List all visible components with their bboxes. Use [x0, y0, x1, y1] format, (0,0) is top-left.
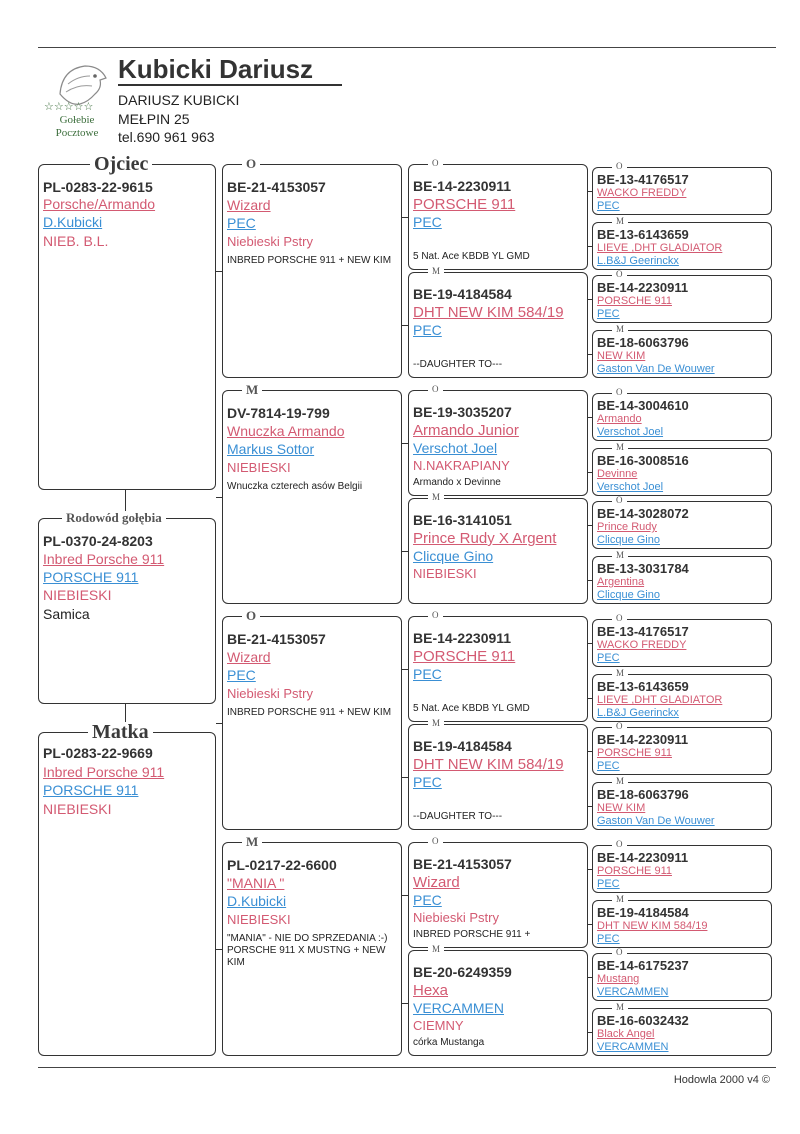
gen4-ring: BE-14-2230911: [597, 850, 689, 865]
logo-text-line-1: Gołebie: [59, 114, 95, 126]
gen3-breeder: PEC: [413, 322, 442, 338]
gen3-color: N.NAKRAPIANY: [413, 458, 510, 473]
gen2-name: Wnuczka Armando: [227, 423, 345, 439]
gen4-breeder: Gaston Van De Wouwer: [597, 815, 715, 827]
gen4-card: [592, 393, 772, 441]
owner-address: MEŁPIN 25: [118, 111, 190, 127]
gen2-ring: PL-0217-22-6600: [227, 857, 337, 873]
gen1-gen2-connector: [216, 949, 222, 950]
logo-text-line-2: Pocztowe: [55, 127, 99, 139]
mother-name: Inbred Porsche 911: [43, 764, 165, 780]
gen4-ring: BE-14-6175237: [597, 958, 689, 973]
footer-version: Hodowla 2000 v4 ©: [673, 1074, 770, 1086]
gen3-card: [408, 272, 588, 378]
gen2-gen3-connector: [402, 1003, 408, 1004]
subject-breeder: PORSCHE 911: [43, 569, 139, 585]
gen3-note: Armando x Devinne: [413, 477, 501, 488]
gen3-name: DHT NEW KIM 584/19: [413, 304, 564, 321]
gen4-card: [592, 222, 772, 270]
gen4-sex-label: M: [612, 551, 628, 560]
mother-color: NIEBIESKI: [43, 801, 112, 817]
gen3-breeder: PEC: [413, 666, 442, 682]
gen4-breeder: VERCAMMEN: [597, 986, 669, 998]
gen2-sex-label: O: [242, 157, 260, 170]
top-rule: [38, 47, 776, 48]
gen3-ring: BE-19-4184584: [413, 286, 512, 302]
gen2-note: Wnuczka czterech asów Belgii: [227, 481, 363, 492]
gen4-name: Argentina: [597, 576, 645, 588]
gen3-breeder: PEC: [413, 892, 442, 908]
gen4-ring: BE-19-4184584: [597, 905, 689, 920]
gen3-name: Armando Junior: [413, 422, 519, 439]
gen3-card: [408, 842, 588, 948]
gen4-sex-label: O: [612, 162, 627, 171]
gen3-gen4-connector: [588, 977, 592, 978]
gen3-gen4-connector: [588, 580, 592, 581]
owner-phone: tel.690 961 963: [118, 129, 215, 145]
gen3-breeder: Clicque Gino: [413, 548, 494, 564]
subject-card: [38, 518, 216, 704]
gen2-color: NIEBIESKI: [227, 460, 291, 475]
gen2-color: Niebieski Pstry: [227, 234, 313, 249]
gen3-ring: BE-21-4153057: [413, 856, 512, 872]
gen2-gen3-connector: [402, 443, 408, 444]
gen4-breeder: PEC: [597, 933, 620, 945]
gen3-name: Wizard: [413, 874, 460, 891]
gen3-ring: BE-19-4184584: [413, 738, 512, 754]
gen2-ring: DV-7814-19-799: [227, 405, 330, 421]
gen3-note: 5 Nat. Ace KBDB YL GMD: [413, 251, 530, 262]
gen4-name: Mustang: [597, 973, 640, 985]
gen4-card: [592, 953, 772, 1001]
gen4-name: LIEVE ,DHT GLADIATOR: [597, 242, 723, 254]
gen3-sex-label: M: [428, 719, 444, 728]
gen3-ring: BE-20-6249359: [413, 964, 512, 980]
gen4-name: Devinne: [597, 468, 638, 480]
gen4-card: [592, 556, 772, 604]
gen4-card: [592, 782, 772, 830]
gen4-name: Black Angel: [597, 1028, 655, 1040]
gen4-card: [592, 845, 772, 893]
gen3-breeder: PEC: [413, 774, 442, 790]
gen3-name: Prince Rudy X Argent: [413, 530, 557, 547]
gen4-card: [592, 900, 772, 948]
gen1-gen2-connector: [216, 723, 222, 724]
gen4-name: Prince Rudy: [597, 521, 657, 533]
father-breeder: D.Kubicki: [43, 214, 103, 230]
gen2-breeder: D.Kubicki: [227, 893, 287, 909]
gen4-name: WACKO FREDDY: [597, 187, 687, 199]
gen3-gen4-connector: [588, 472, 592, 473]
gen4-ring: BE-13-4176517: [597, 172, 689, 187]
subject-label: Rodowód gołębia: [62, 511, 166, 524]
gen2-note: INBRED PORSCHE 911 + NEW KIM: [227, 707, 392, 718]
gen3-gen4-connector: [588, 299, 592, 300]
father-name: Porsche/Armando: [43, 196, 156, 212]
gen4-sex-label: M: [612, 895, 628, 904]
gen4-sex-label: M: [612, 777, 628, 786]
gen2-color: NIEBIESKI: [227, 912, 291, 927]
gen4-breeder: PEC: [597, 308, 620, 320]
subject-ring: PL-0370-24-8203: [43, 533, 153, 549]
gen3-note: --DAUGHTER TO---: [413, 811, 503, 822]
gen2-gen3-connector: [402, 895, 408, 896]
gen4-breeder: Clicque Gino: [597, 589, 660, 601]
gen3-gen4-connector: [588, 246, 592, 247]
owner-name: Kubicki Dariusz: [118, 54, 314, 84]
father-ring: PL-0283-22-9615: [43, 179, 153, 195]
gen4-name: NEW KIM: [597, 802, 646, 814]
gen4-card: [592, 674, 772, 722]
gen4-sex-label: O: [612, 496, 627, 505]
gen2-gen3-connector: [402, 325, 408, 326]
father-label: Ojciec: [90, 154, 152, 174]
logo-text: [42, 114, 112, 140]
gen4-breeder: PEC: [597, 878, 620, 890]
gen4-ring: BE-18-6063796: [597, 787, 689, 802]
gen3-color: NIEBIESKI: [413, 566, 477, 581]
owner-upper: DARIUSZ KUBICKI: [118, 92, 240, 108]
gen4-ring: BE-13-3031784: [597, 561, 689, 576]
gen2-color: Niebieski Pstry: [227, 686, 313, 701]
gen4-card: [592, 619, 772, 667]
gen3-gen4-connector: [588, 698, 592, 699]
gen2-card: [222, 164, 402, 378]
gen3-gen4-connector: [588, 525, 592, 526]
gen4-breeder: PEC: [597, 200, 620, 212]
gen3-color: CIEMNY: [413, 1018, 464, 1033]
gen3-sex-label: O: [428, 159, 443, 168]
gen4-sex-label: M: [612, 325, 628, 334]
gen4-name: PORSCHE 911: [597, 865, 672, 877]
gen4-ring: BE-13-6143659: [597, 679, 689, 694]
mother-breeder: PORSCHE 911: [43, 782, 139, 798]
gen3-name: PORSCHE 911: [413, 648, 516, 665]
gen3-sex-label: M: [428, 945, 444, 954]
gen4-sex-label: O: [612, 722, 627, 731]
gen3-gen4-connector: [588, 806, 592, 807]
gen3-card: [408, 950, 588, 1056]
gen3-breeder: PEC: [413, 214, 442, 230]
gen3-note: INBRED PORSCHE 911 +: [413, 929, 531, 940]
gen4-name: Armando: [597, 413, 642, 425]
gen3-card: [408, 616, 588, 722]
gen4-breeder: PEC: [597, 760, 620, 772]
gen4-name: DHT NEW KIM 584/19: [597, 920, 708, 932]
gen1-gen2-connector: [216, 271, 222, 272]
gen3-gen4-connector: [588, 751, 592, 752]
gen4-ring: BE-14-2230911: [597, 732, 689, 747]
gen4-ring: BE-14-2230911: [597, 280, 689, 295]
gen1-gen2-connector: [216, 497, 222, 498]
gen2-sex-label: O: [242, 609, 260, 622]
gen3-note: 5 Nat. Ace KBDB YL GMD: [413, 703, 530, 714]
gen3-gen4-connector: [588, 924, 592, 925]
gen4-card: [592, 330, 772, 378]
gen3-gen4-connector: [588, 643, 592, 644]
mother-card: [38, 732, 216, 1056]
gen2-name: "MANIA ": [227, 875, 285, 891]
gen3-gen4-connector: [588, 191, 592, 192]
gen3-ring: BE-16-3141051: [413, 512, 512, 528]
gen2-gen3-connector: [402, 777, 408, 778]
gen4-sex-label: M: [612, 443, 628, 452]
gen2-breeder: PEC: [227, 215, 256, 231]
owner-name-underline: [118, 84, 342, 86]
gen4-name: LIEVE ,DHT GLADIATOR: [597, 694, 723, 706]
gen2-note: INBRED PORSCHE 911 + NEW KIM: [227, 255, 392, 266]
gen2-sex-label: M: [242, 835, 262, 848]
gen3-gen4-connector: [588, 1032, 592, 1033]
svg-text:☆☆☆☆☆: ☆☆☆☆☆: [44, 101, 94, 113]
subject-sex: Samica: [43, 606, 90, 622]
gen2-card: [222, 390, 402, 604]
gen4-sex-label: M: [612, 669, 628, 678]
gen3-card: [408, 390, 588, 496]
gen2-gen3-connector: [402, 217, 408, 218]
gen4-sex-label: O: [612, 388, 627, 397]
gen3-sex-label: M: [428, 493, 444, 502]
gen3-name: Hexa: [413, 982, 449, 999]
subject-color: NIEBIESKI: [43, 587, 112, 603]
gen3-sex-label: O: [428, 385, 443, 394]
gen4-ring: BE-14-3028072: [597, 506, 689, 521]
gen4-card: [592, 448, 772, 496]
gen4-card: [592, 275, 772, 323]
gen2-card: [222, 616, 402, 830]
subject-name: Inbred Porsche 911: [43, 551, 165, 567]
gen2-sex-label: M: [242, 383, 262, 396]
gen3-card: [408, 724, 588, 830]
gen4-breeder: L.B&J Geerinckx: [597, 707, 679, 719]
gen3-name: DHT NEW KIM 584/19: [413, 756, 564, 773]
gen3-note: córka Mustanga: [413, 1037, 485, 1048]
gen4-sex-label: O: [612, 614, 627, 623]
gen4-breeder: VERCAMMEN: [597, 1041, 669, 1053]
gen2-gen3-connector: [402, 669, 408, 670]
gen4-card: [592, 727, 772, 775]
gen4-sex-label: O: [612, 948, 627, 957]
gen4-ring: BE-18-6063796: [597, 335, 689, 350]
gen3-ring: BE-19-3035207: [413, 404, 512, 420]
gen4-name: PORSCHE 911: [597, 295, 672, 307]
gen3-breeder: VERCAMMEN: [413, 1000, 505, 1016]
gen2-name: Wizard: [227, 649, 271, 665]
gen3-sex-label: O: [428, 837, 443, 846]
gen4-sex-label: M: [612, 1003, 628, 1012]
gen3-card: [408, 498, 588, 604]
gen2-card: [222, 842, 402, 1056]
gen4-breeder: Verschot Joel: [597, 481, 664, 493]
bottom-rule: [38, 1067, 776, 1068]
gen3-note: --DAUGHTER TO---: [413, 359, 503, 370]
father-color: NIEB. B.L.: [43, 233, 109, 249]
gen2-breeder: PEC: [227, 667, 256, 683]
gen4-ring: BE-14-3004610: [597, 398, 689, 413]
gen2-note: "MANIA" - NIE DO SPRZEDANIA :-) PORSCHE 911 X MUSTNG + NEW KIM: [227, 933, 388, 968]
gen2-ring: BE-21-4153057: [227, 631, 326, 647]
gen2-ring: BE-21-4153057: [227, 179, 326, 195]
gen3-card: [408, 164, 588, 270]
gen2-breeder: Markus Sottor: [227, 441, 315, 457]
gen4-breeder: L.B&J Geerinckx: [597, 255, 679, 267]
gen4-breeder: Clicque Gino: [597, 534, 660, 546]
gen3-name: PORSCHE 911: [413, 196, 516, 213]
gen4-name: WACKO FREDDY: [597, 639, 687, 651]
gen3-sex-label: M: [428, 267, 444, 276]
gen4-card: [592, 167, 772, 215]
gen3-gen4-connector: [588, 354, 592, 355]
gen2-gen3-connector: [402, 551, 408, 552]
gen4-name: PORSCHE 911: [597, 747, 672, 759]
gen4-breeder: PEC: [597, 652, 620, 664]
gen2-name: Wizard: [227, 197, 271, 213]
gen3-gen4-connector: [588, 417, 592, 418]
gen4-name: NEW KIM: [597, 350, 646, 362]
gen4-card: [592, 1008, 772, 1056]
father-card: [38, 164, 216, 490]
mother-label: Matka: [88, 722, 153, 742]
gen4-sex-label: O: [612, 270, 627, 279]
gen3-color: Niebieski Pstry: [413, 910, 499, 925]
mother-ring: PL-0283-22-9669: [43, 745, 153, 761]
gen3-ring: BE-14-2230911: [413, 630, 512, 646]
gen4-sex-label: M: [612, 217, 628, 226]
gen4-ring: BE-13-4176517: [597, 624, 689, 639]
gen4-ring: BE-16-6032432: [597, 1013, 689, 1028]
gen4-sex-label: O: [612, 840, 627, 849]
gen4-card: [592, 501, 772, 549]
gen4-breeder: Gaston Van De Wouwer: [597, 363, 715, 375]
gen3-ring: BE-14-2230911: [413, 178, 512, 194]
gen4-ring: BE-16-3008516: [597, 453, 689, 468]
gen4-breeder: Verschot Joel: [597, 426, 664, 438]
gen3-sex-label: O: [428, 611, 443, 620]
gen3-gen4-connector: [588, 869, 592, 870]
gen4-ring: BE-13-6143659: [597, 227, 689, 242]
gen3-breeder: Verschot Joel: [413, 440, 498, 456]
